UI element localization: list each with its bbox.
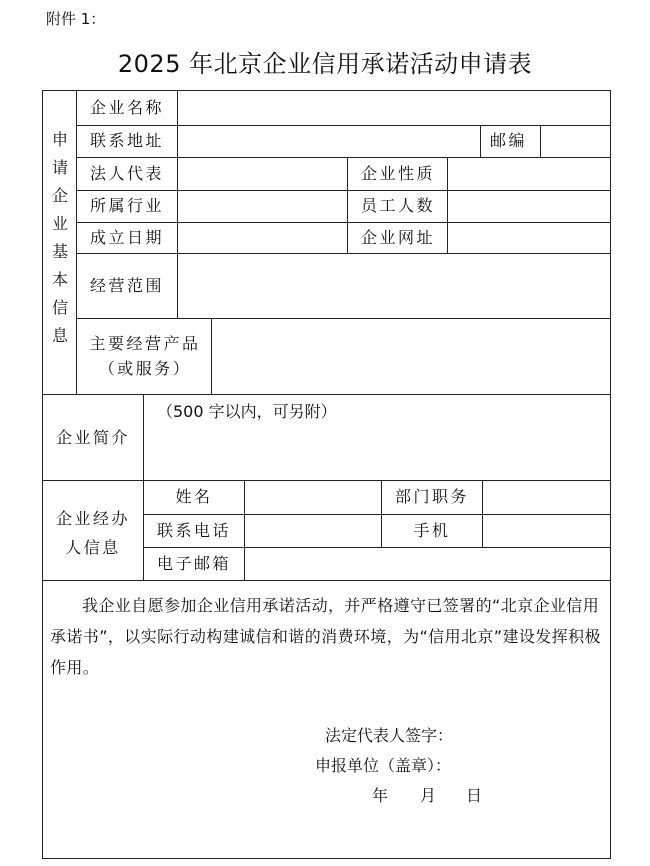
label-postcode: 邮编 — [490, 131, 528, 150]
label-employees: 员工人数 — [361, 196, 436, 215]
label-phone: 联系电话 — [156, 521, 231, 540]
label-products-line1: 主要经营产品 — [89, 334, 201, 353]
label-website: 企业网址 — [361, 228, 436, 247]
declaration-text: 我企业自愿参加企业信用承诺活动，并严格遵守已签署的“北京企业信用承诺书”，以实际行动构建诚信和谐的消费环境，为“信用北京”建设发挥积极作用。 — [50, 596, 601, 677]
label-industry: 所属行业 — [90, 196, 165, 215]
form-title: 2025 年北京企业信用承诺活动申请表 — [117, 50, 533, 78]
attachment-label: 附件 1： — [46, 10, 106, 28]
label-company-name: 企业名称 — [90, 98, 165, 117]
label-legal-rep: 法人代表 — [90, 164, 165, 183]
signature-label: 法定代表人签字： — [325, 726, 454, 745]
section-label-basic-info: 申请企业基本信息 — [51, 130, 68, 345]
label-contact-name: 姓名 — [175, 487, 213, 506]
label-nature: 企业性质 — [361, 164, 436, 183]
label-department: 部门职务 — [394, 487, 469, 506]
label-mobile: 手机 — [413, 521, 451, 540]
label-founded: 成立日期 — [90, 228, 165, 247]
date-month-label: 月 — [420, 786, 437, 805]
label-email: 电子邮箱 — [156, 554, 231, 573]
label-contact-line1: 企业经办 — [55, 509, 130, 528]
seal-label: 申报单位（盖章）： — [315, 756, 452, 775]
label-business-scope: 经营范围 — [90, 276, 165, 295]
profile-note: （500 字以内，可另附） — [157, 402, 337, 421]
label-contact-line2: 人信息 — [65, 538, 121, 557]
label-profile: 企业简介 — [55, 428, 130, 447]
label-products-line2: （或服务） — [98, 359, 192, 378]
date-day-label: 日 — [466, 786, 483, 805]
date-year-label: 年 — [372, 786, 389, 805]
label-address: 联系地址 — [90, 131, 165, 150]
